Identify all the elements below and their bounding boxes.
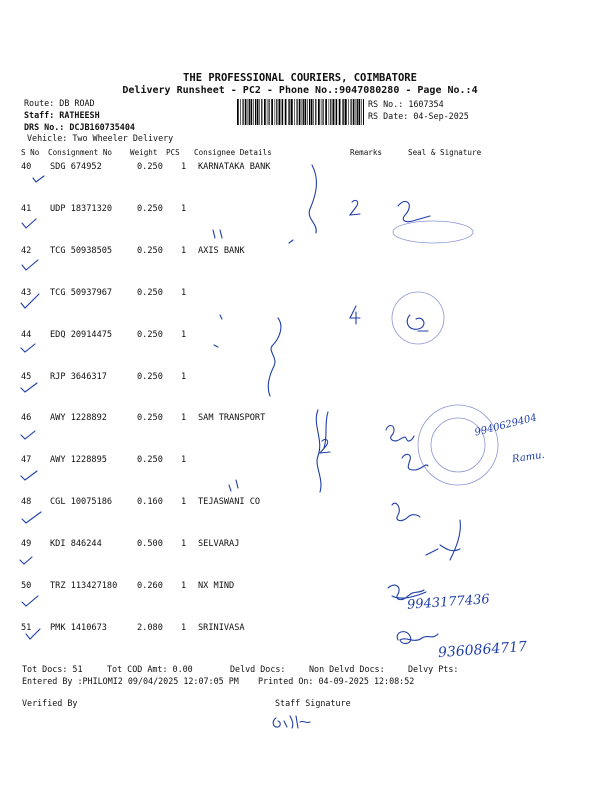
barcode-bar <box>303 99 304 125</box>
barcode-bar <box>330 99 331 125</box>
handwritten-phone: 9940629404 <box>473 412 539 439</box>
barcode-bar <box>276 99 277 125</box>
total-docs: Tot Docs: 51 <box>22 664 83 674</box>
consignment-number: RJP 3646317 <box>50 372 107 382</box>
delivery-squiggle <box>213 230 222 238</box>
col-consignee: Consignee Details <box>194 148 272 157</box>
pieces: 1 <box>181 162 187 172</box>
barcode-bar <box>248 99 249 125</box>
pieces: 1 <box>181 372 187 382</box>
barcode-bar <box>267 99 268 125</box>
consignment-number: TCG 50938505 <box>50 246 113 256</box>
table-row <box>0 288 600 308</box>
consignment-number: AWY 1228895 <box>50 455 107 465</box>
handwritten-phone: 9943177436 <box>406 592 491 613</box>
consignment-number: TRZ 113427180 <box>50 581 118 591</box>
serial-number: 44 <box>21 330 32 340</box>
remark-numeral <box>350 306 360 324</box>
barcode-bar <box>240 99 241 125</box>
serial-number: 48 <box>21 497 32 507</box>
barcode-bar <box>237 99 239 125</box>
remark-43 <box>360 304 361 305</box>
barcode-bar <box>289 99 290 125</box>
vehicle: Vehicle: Two Wheeler Delivery <box>27 133 174 143</box>
consignee-name: TEJASWANI CO <box>198 497 261 507</box>
serial-number: 43 <box>21 288 32 298</box>
col-sno: S No <box>21 148 40 157</box>
barcode-bar <box>285 99 287 125</box>
barcode-bar <box>288 99 289 125</box>
barcode-bar <box>342 99 343 125</box>
col-consignment: Consignment No <box>48 148 113 157</box>
serial-number: 51 <box>21 623 32 633</box>
rs-date: RS Date: 04-Sep-2025 <box>368 111 469 121</box>
delivery-squiggle <box>229 480 238 491</box>
weight: 0.250 <box>137 162 163 172</box>
serial-number: 41 <box>21 204 32 214</box>
drs-number: DRS No.: DCJB160735404 <box>24 122 135 132</box>
barcode-bar <box>282 99 283 125</box>
col-pcs: PCS <box>166 148 180 157</box>
serial-number: 47 <box>21 455 32 465</box>
remark-numeral <box>320 439 330 453</box>
barcode-bar <box>363 99 364 125</box>
barcode-bar <box>307 99 308 125</box>
pieces: 1 <box>181 246 187 256</box>
route: Route: DB ROAD <box>24 98 95 108</box>
serial-number: 50 <box>21 581 32 591</box>
pieces: 1 <box>181 539 187 549</box>
consignee-name: SELVARAJ <box>198 539 240 549</box>
barcode-bar <box>269 99 270 125</box>
barcode-bar <box>264 99 266 125</box>
table-row <box>0 204 600 224</box>
consignment-number: EDQ 20914475 <box>50 330 113 340</box>
pieces: 1 <box>181 413 187 423</box>
weight: 0.260 <box>137 581 163 591</box>
col-remarks: Remarks <box>350 148 383 157</box>
table-row <box>0 581 600 601</box>
barcode-bar <box>313 99 314 125</box>
delivery-points: Delvy Pts: <box>408 664 459 674</box>
barcode-bar <box>249 99 250 125</box>
company-name: THE PROFESSIONAL COURIERS, COIMBATORE <box>183 72 417 84</box>
rubber-stamp <box>393 221 473 243</box>
signature <box>407 315 428 331</box>
remark-46 <box>330 436 331 437</box>
serial-number: 45 <box>21 372 32 382</box>
barcode-bar <box>353 99 355 125</box>
barcode-bar <box>261 99 262 125</box>
serial-number: 40 <box>21 162 32 172</box>
barcode-bar <box>329 99 330 125</box>
pieces: 1 <box>181 330 187 340</box>
barcode-bar <box>315 99 316 125</box>
barcode-bar <box>357 99 358 125</box>
weight: 0.250 <box>137 246 163 256</box>
barcode-bar <box>335 99 336 125</box>
total-cod: Tot COD Amt: 0.00 <box>107 664 193 674</box>
barcode-bar <box>302 99 303 125</box>
table-row <box>0 246 600 266</box>
serial-number: 42 <box>21 246 32 256</box>
pieces: 1 <box>181 581 187 591</box>
barcode <box>237 99 364 125</box>
barcode-bar <box>343 99 344 125</box>
staff: Staff: RATHEESH <box>24 110 100 120</box>
runsheet-title: Delivery Runsheet - PC2 - Phone No.:9047080280 - Page No.:4 <box>122 85 478 96</box>
barcode-bar <box>305 99 307 125</box>
table-row <box>0 162 600 182</box>
pieces: 1 <box>181 497 187 507</box>
table-row <box>0 330 600 350</box>
pieces: 1 <box>181 204 187 214</box>
consignment-number: UDP 18371320 <box>50 204 113 214</box>
barcode-bar <box>271 99 273 125</box>
serial-number: 49 <box>21 539 32 549</box>
barcode-bar <box>318 99 320 125</box>
weight: 0.250 <box>137 455 163 465</box>
consignee-name: AXIS BANK <box>198 246 245 256</box>
weight: 0.250 <box>137 204 163 214</box>
rs-number: RS No.: 1607354 <box>368 99 444 109</box>
pieces: 1 <box>181 455 187 465</box>
barcode-bar <box>297 99 298 125</box>
pieces: 1 <box>181 288 187 298</box>
barcode-bar <box>299 99 301 125</box>
consignee-name: SRINIVASA <box>198 623 245 633</box>
barcode-bar <box>336 99 337 125</box>
remark-41 <box>360 200 361 201</box>
pieces: 1 <box>181 623 187 633</box>
barcode-bar <box>245 99 247 125</box>
col-weight: Weight <box>130 148 158 157</box>
table-row <box>0 455 600 475</box>
consignment-number: SDG 674952 <box>50 162 102 172</box>
consignment-number: CGL 10075186 <box>50 497 113 507</box>
weight: 0.250 <box>137 413 163 423</box>
barcode-bar <box>255 99 256 125</box>
col-seal-signature: Seal & Signature <box>408 148 482 157</box>
barcode-bar <box>333 99 335 125</box>
barcode-bar <box>339 99 341 125</box>
barcode-bar <box>279 99 281 125</box>
barcode-bar <box>291 99 293 125</box>
barcode-bar <box>309 99 310 125</box>
handwritten-phone: 9360864717 <box>437 638 528 662</box>
printed-on: Printed On: 04-09-2025 12:08:52 <box>258 676 415 686</box>
weight: 0.250 <box>137 330 163 340</box>
weight: 2.080 <box>137 623 163 633</box>
barcode-bar <box>361 99 362 125</box>
delivery-squiggle <box>289 240 293 243</box>
table-row <box>0 539 600 559</box>
consignment-number: TCG 50937967 <box>50 288 113 298</box>
barcode-bar <box>323 99 324 125</box>
barcode-bar <box>275 99 276 125</box>
barcode-bar <box>325 99 327 125</box>
weight: 0.500 <box>137 539 163 549</box>
barcode-bar <box>243 99 244 125</box>
weight: 0.250 <box>137 372 163 382</box>
consignee-name: SAM TRANSPORT <box>198 413 266 423</box>
barcode-bar <box>294 99 295 125</box>
barcode-bar <box>348 99 349 125</box>
consignment-number: AWY 1228892 <box>50 413 107 423</box>
table-row <box>0 497 600 517</box>
barcode-bar <box>253 99 254 125</box>
staff-signature-scribble <box>273 716 310 728</box>
serial-number: 46 <box>21 413 32 423</box>
barcode-bar <box>259 99 260 125</box>
staff-signature-label: Staff Signature <box>275 698 351 708</box>
barcode-bar <box>311 99 313 125</box>
barcode-bar <box>351 99 352 125</box>
barcode-bar <box>359 99 361 125</box>
barcode-bar <box>321 99 322 125</box>
weight: 0.250 <box>137 288 163 298</box>
verified-by: Verified By <box>22 698 78 708</box>
consignee-name: NX MIND <box>198 581 235 591</box>
delivered-docs: Delvd Docs: <box>230 664 286 674</box>
barcode-bar <box>257 99 259 125</box>
table-row <box>0 372 600 392</box>
non-delivered-docs: Non Delvd Docs: <box>309 664 385 674</box>
barcode-bar <box>281 99 282 125</box>
entered-by: Entered By :PHILOMI2 09/04/2025 12:07:05 PM <box>22 676 239 686</box>
consignment-number: KDI 846244 <box>50 539 102 549</box>
consignee-name: KARNATAKA BANK <box>198 162 271 172</box>
handwritten-name: Ramu. <box>511 449 546 466</box>
barcode-bar <box>345 99 347 125</box>
weight: 0.160 <box>137 497 163 507</box>
barcode-bar <box>251 99 253 125</box>
barcode-bar <box>356 99 357 125</box>
consignment-number: PMK 1410673 <box>50 623 107 633</box>
